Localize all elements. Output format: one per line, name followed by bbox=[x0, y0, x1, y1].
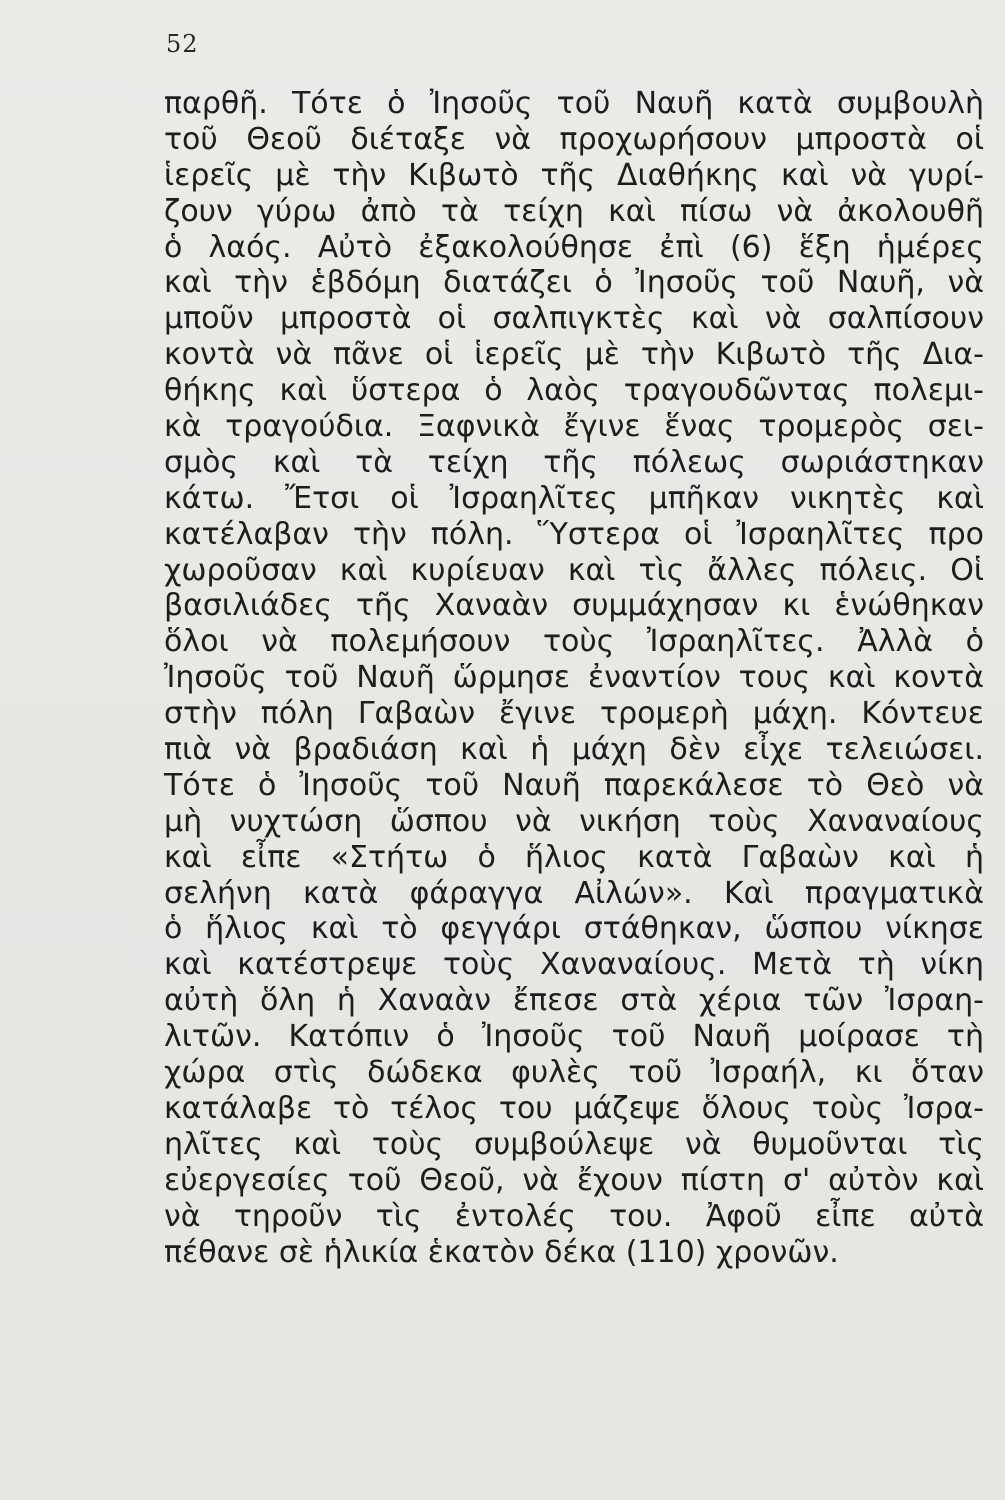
text-line: τοῦ Θεοῦ διέταξε νὰ προχωρήσουν μπροστὰ οἱ bbox=[164, 121, 984, 157]
text-line: κὰ τραγούδια. Ξαφνικὰ ἔγινε ἕνας τρομερὸς σει- bbox=[164, 409, 984, 445]
text-line: εὐεργεσίες τοῦ Θεοῦ, νὰ ἔχουν πίστη σ' αὐτὸν καὶ bbox=[164, 1162, 984, 1198]
text-line: χωροῦσαν καὶ κυρίευαν καὶ τὶς ἄλλες πόλεις. Οἱ bbox=[164, 552, 984, 588]
text-line: αὐτὴ ὅλη ἡ Χαναὰν ἔπεσε στὰ χέρια τῶν Ἰσραη- bbox=[164, 983, 984, 1019]
text-line: κατέλαβαν τὴν πόλη. Ὕστερα οἱ Ἰσραηλῖτες προ bbox=[164, 516, 984, 552]
text-line: κάτω. Ἔτσι οἱ Ἰσραηλῖτες μπῆκαν νικητὲς καὶ bbox=[164, 480, 984, 516]
text-line: ὁ λαός. Αὐτὸ ἐξακολούθησε ἐπὶ (6) ἕξη ἡμέρες bbox=[164, 229, 984, 265]
text-line: καὶ εἶπε «Στήτω ὁ ἥλιος κατὰ Γαβαὼν καὶ ἡ bbox=[164, 839, 984, 875]
body-text bbox=[164, 86, 984, 1270]
text-line: Τότε ὁ Ἰησοῦς τοῦ Ναυῆ παρεκάλεσε τὸ Θεὸ νὰ bbox=[164, 767, 984, 803]
text-line: σελήνη κατὰ φάραγγα Αἰλών». Καὶ πραγματικὰ bbox=[164, 875, 984, 911]
page-number: 52 bbox=[166, 30, 199, 58]
text-line: ὁ ἥλιος καὶ τὸ φεγγάρι στάθηκαν, ὥσπου νίκησε bbox=[164, 911, 984, 947]
text-line: κατάλαβε τὸ τέλος του μάζεψε ὅλους τοὺς Ἰσρα- bbox=[164, 1090, 984, 1126]
text-line: μὴ νυχτώση ὥσπου νὰ νικήση τοὺς Χαναναίους bbox=[164, 803, 984, 839]
text-line: στὴν πόλη Γαβαὼν ἔγινε τρομερὴ μάχη. Κόντευε bbox=[164, 696, 984, 732]
text-line: ζουν γύρω ἀπὸ τὰ τείχη καὶ πίσω νὰ ἀκολουθῆ bbox=[164, 193, 984, 229]
text-line: πιὰ νὰ βραδιάση καὶ ἡ μάχη δὲν εἶχε τελειώσει. bbox=[164, 732, 984, 768]
text-line: ὅλοι νὰ πολεμήσουν τοὺς Ἰσραηλῖτες. Ἀλλὰ ὁ bbox=[164, 624, 984, 660]
text-line: πέθανε σὲ ἡλικία ἑκατὸν δέκα (110) χρονῶν. bbox=[164, 1234, 839, 1270]
text-line: λιτῶν. Κατόπιν ὁ Ἰησοῦς τοῦ Ναυῆ μοίρασε τὴ bbox=[164, 1019, 984, 1055]
text-line: νὰ τηροῦν τὶς ἐντολές του. Ἀφοῦ εἶπε αὐτὰ bbox=[164, 1198, 984, 1234]
text-line: καὶ τὴν ἑβδόμη διατάζει ὁ Ἰησοῦς τοῦ Ναυῆ, νὰ bbox=[164, 265, 984, 301]
text-line: παρθῆ. Τότε ὁ Ἰησοῦς τοῦ Ναυῆ κατὰ συμβουλὴ bbox=[164, 86, 984, 121]
text-line: κοντὰ νὰ πᾶνε οἱ ἱερεῖς μὲ τὴν Κιβωτὸ τῆς Δια- bbox=[164, 337, 984, 373]
text-line: θήκης καὶ ὕστερα ὁ λαὸς τραγουδῶντας πολεμι- bbox=[164, 373, 984, 409]
text-line: καὶ κατέστρεψε τοὺς Χαναναίους. Μετὰ τὴ νίκη bbox=[164, 947, 984, 983]
text-line: ἱερεῖς μὲ τὴν Κιβωτὸ τῆς Διαθήκης καὶ νὰ γυρί- bbox=[164, 157, 984, 193]
text-line: Ἰησοῦς τοῦ Ναυῆ ὥρμησε ἐναντίον τους καὶ κοντὰ bbox=[164, 660, 984, 696]
text-line: βασιλιάδες τῆς Χαναὰν συμμάχησαν κι ἑνώθηκαν bbox=[164, 588, 984, 624]
text-line: σμὸς καὶ τὰ τείχη τῆς πόλεως σωριάστηκαν bbox=[164, 444, 984, 480]
text-line: χώρα στὶς δώδεκα φυλὲς τοῦ Ἰσραήλ, κι ὅταν bbox=[164, 1055, 984, 1091]
text-line: μποῦν μπροστὰ οἱ σαλπιγκτὲς καὶ νὰ σαλπίσουν bbox=[164, 301, 984, 337]
text-line: ηλῖτες καὶ τοὺς συμβούλεψε νὰ θυμοῦνται τὶς bbox=[164, 1126, 984, 1162]
